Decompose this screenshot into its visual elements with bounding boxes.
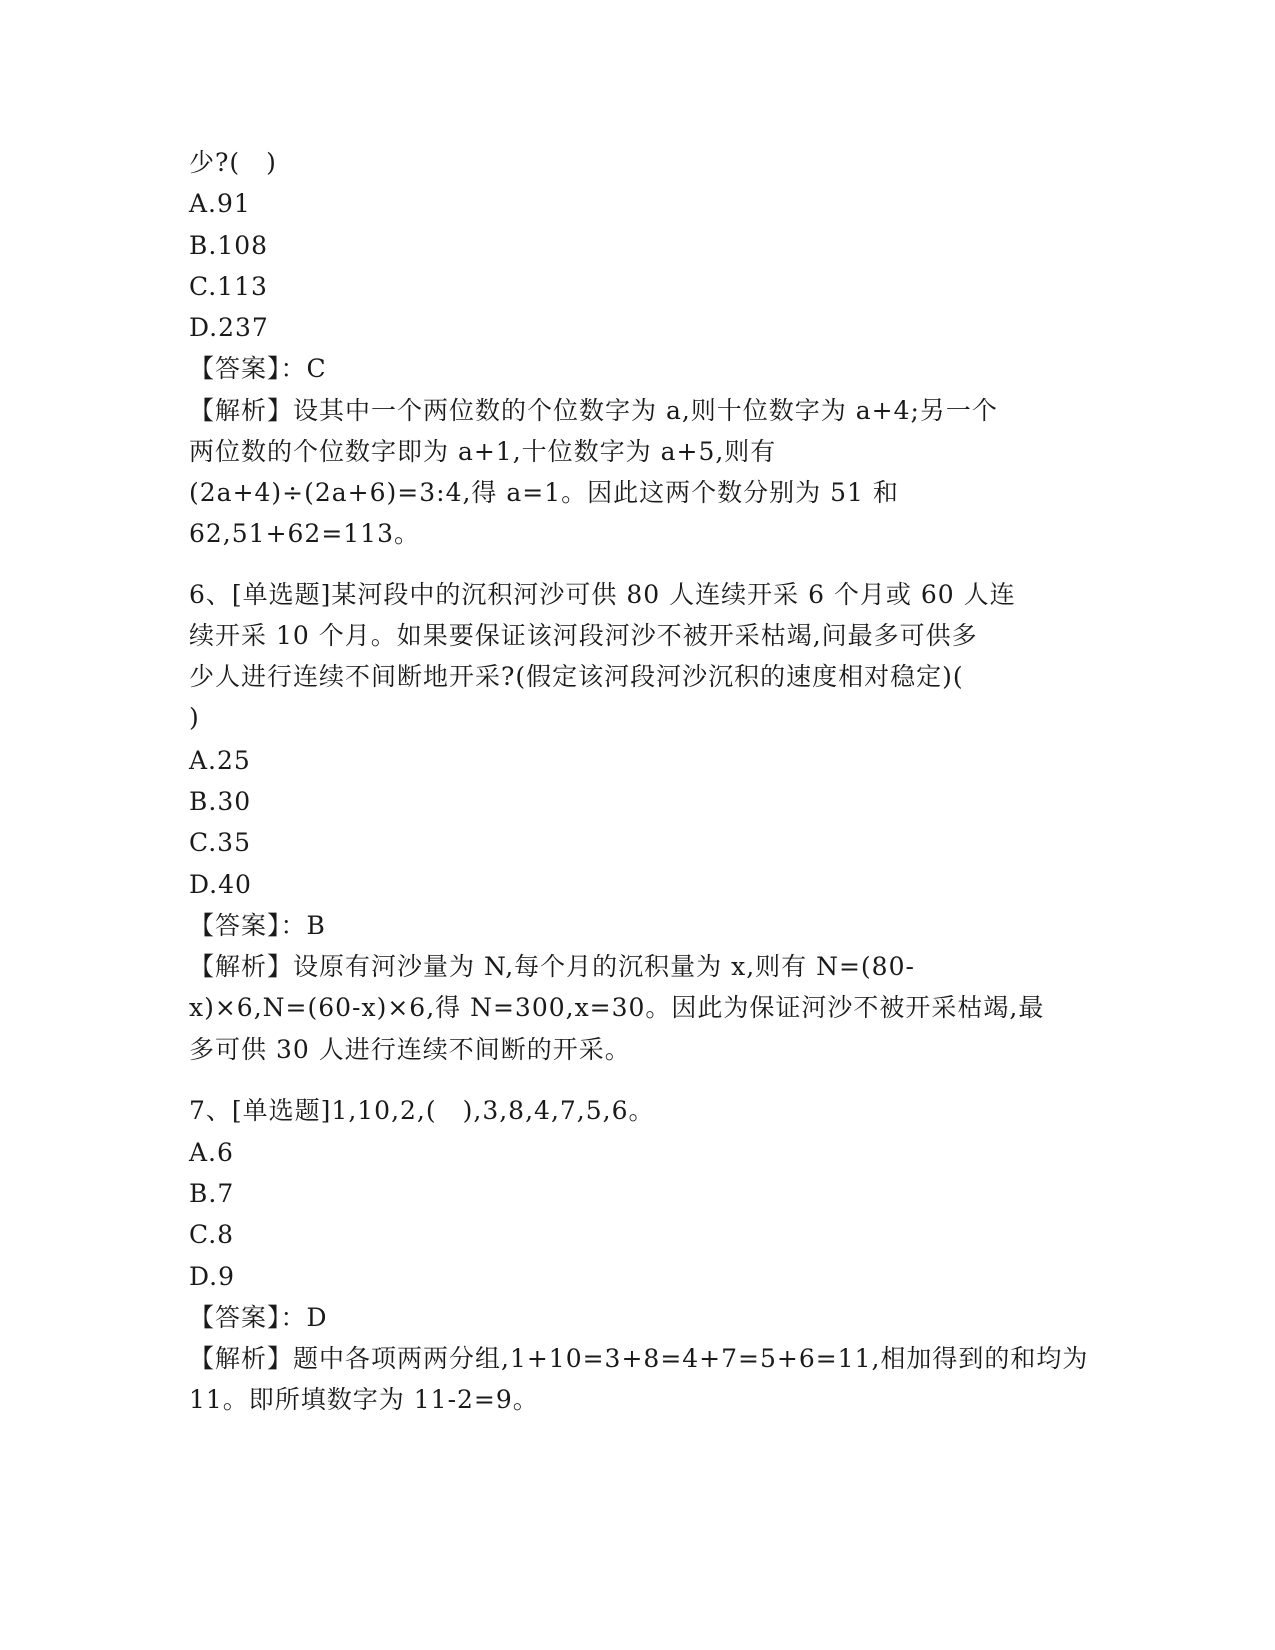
question-6-stem-line: ) [189, 703, 200, 732]
question-6-stem-line: 少人进行连续不间断地开采?(假定该河段河沙沉积的速度相对稳定)( [189, 662, 964, 691]
question-6-option-d: D.40 [189, 870, 252, 899]
question-7-answer: 【答案】：D [189, 1303, 328, 1332]
question-5-analysis-line: 【解析】设其中一个两位数的个位数字为 a,则十位数字为 a+4;另一个 [189, 396, 998, 425]
question-5-option-b: B.108 [189, 231, 269, 260]
question-6-option-a: A.25 [189, 746, 251, 775]
question-6-analysis-line: 多可供 30 人进行连续不间断的开采。 [189, 1035, 631, 1064]
question-6-analysis-line: x)×6,N=(60-x)×6,得 N=300,x=30。因此为保证河沙不被开采枯竭,最 [189, 993, 1045, 1022]
question-5-analysis-line: 62,51+62=113。 [189, 519, 420, 548]
question-5-option-c: C.113 [189, 272, 268, 301]
question-5-stem-end: 少?( ) [189, 148, 277, 177]
question-6-stem-line: 续开采 10 个月。如果要保证该河段河沙不被开采枯竭,问最多可供多 [189, 621, 978, 650]
question-7-option-c: C.8 [189, 1220, 235, 1249]
question-7-option-b: B.7 [189, 1179, 235, 1208]
question-5-option-a: A.91 [189, 189, 251, 218]
question-5-analysis-line: (2a+4)÷(2a+6)=3:4,得 a=1。因此这两个数分别为 51 和 [189, 478, 899, 507]
question-6-option-c: C.35 [189, 828, 251, 857]
question-7-analysis-line: 【解析】题中各项两两分组,1+10=3+8=4+7=5+6=11,相加得到的和均为 [189, 1344, 1089, 1373]
question-5-analysis-line: 两位数的个位数字即为 a+1,十位数字为 a+5,则有 [189, 437, 777, 466]
question-7-analysis-line: 11。即所填数字为 11-2=9。 [189, 1385, 539, 1414]
question-6-option-b: B.30 [189, 787, 252, 816]
question-6-stem-line: 6、[单选题]某河段中的沉积河沙可供 80 人连续开采 6 个月或 60 人连 [189, 580, 1016, 609]
question-7-stem: 7、[单选题]1,10,2,( ),3,8,4,7,5,6。 [189, 1096, 655, 1125]
question-6-answer: 【答案】：B [189, 911, 326, 940]
question-5-option-d: D.237 [189, 313, 269, 342]
question-7-option-d: D.9 [189, 1262, 236, 1291]
question-6-analysis-line: 【解析】设原有河沙量为 N,每个月的沉积量为 x,则有 N=(80- [189, 952, 915, 981]
question-7-option-a: A.6 [189, 1138, 234, 1167]
question-5-answer: 【答案】：C [189, 354, 327, 383]
